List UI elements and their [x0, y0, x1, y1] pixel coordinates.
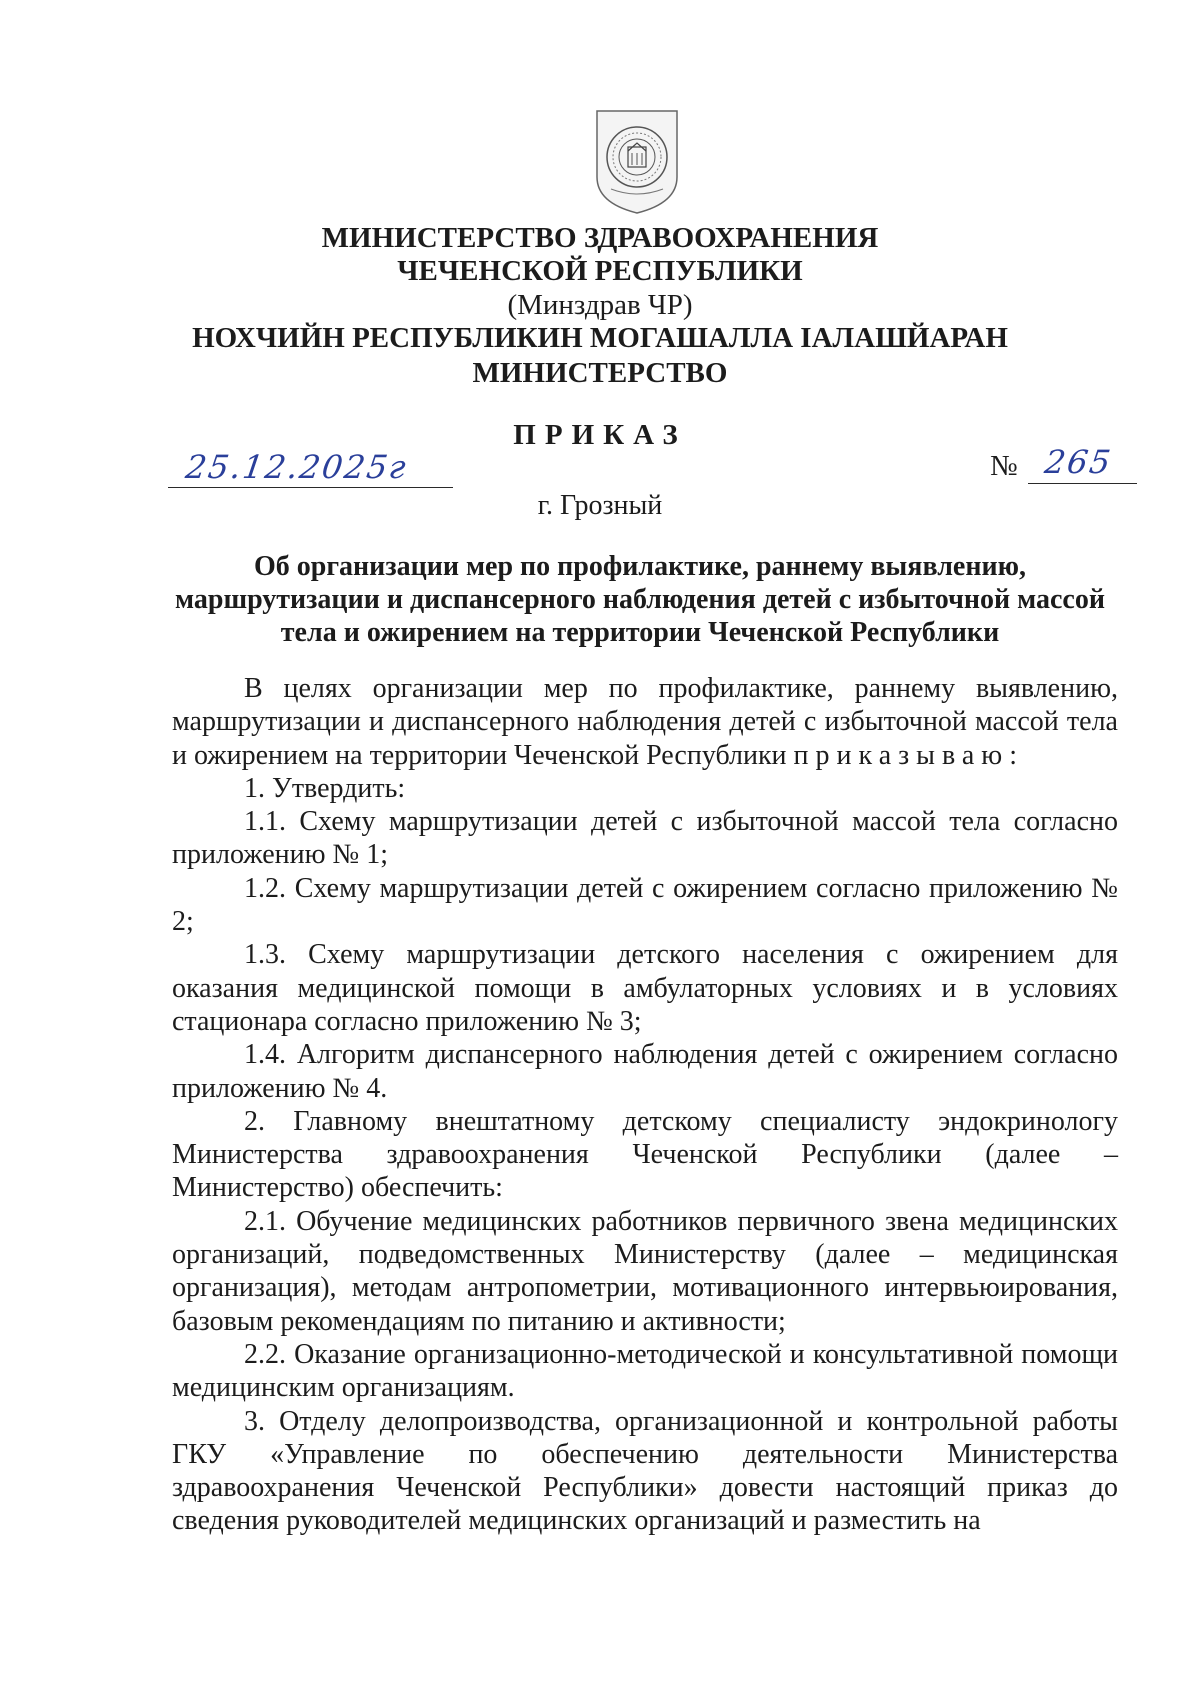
city-line: г. Грозный [537, 490, 663, 521]
preamble-order-word: приказываю: [793, 739, 1024, 771]
body-paragraph: 1.3. Схему маршрутизации детского населения с ожирением для оказания медицинской помощи в амбулаторных условиях и в условиях стационара согласно приложению № 3; [172, 939, 1118, 1037]
preamble-paragraph [172, 672, 1118, 772]
number-label: № [990, 450, 1018, 482]
body-paragraph: 2.1. Обучение медицинских работников первичного звена медицинских организаций, подведомственных Министерству (далее – медицинская организация), методам антропометрии, мотивационного интервьюирования, базовым рекомендациям по питанию и активности; [172, 1205, 1118, 1337]
ministry-name-ru-line1: МИНИСТЕРСТВО ЗДРАВООХРАНЕНИЯ [321, 222, 879, 254]
ministry-name-ce-line1: НОХЧИЙН РЕСПУБЛИКИН МОГАШАЛЛА ІАЛАШЙАРАН [192, 322, 1008, 354]
body-paragraph: 3. Отделу делопроизводства, организационной и контрольной работы ГКУ «Управление по обеспечению деятельности Министерства здравоохранения Чеченской Республики» довести настоящий приказ до сведения руководителей медицинских организаций и разместить на [172, 1405, 1118, 1537]
ministry-name-ru-line2: ЧЕЧЕНСКОЙ РЕСПУБЛИКИ [397, 255, 803, 287]
handwritten-order-number: 265 [1042, 443, 1115, 481]
coat-of-arms-emblem [591, 107, 683, 215]
ministry-abbreviation: (Минздрав ЧР) [507, 289, 693, 321]
number-underline [1028, 483, 1137, 484]
body-paragraph: 2.2. Оказание организационно-методической и консультативной помощи медицинским организациям. [172, 1338, 1118, 1404]
order-title: Об организации мер по профилактике, раннему выявлению, маршрутизации и диспансерного наблюдения детей с избыточной массой тела и ожирением на территории Чеченской Республики [175, 551, 1105, 648]
document-type-heading: ПРИКАЗ [513, 419, 687, 451]
order-body [172, 672, 1118, 1538]
ministry-name-ce-line2: МИНИСТЕРСТВО [472, 357, 728, 389]
body-paragraph: 1. Утвердить: [244, 772, 406, 804]
body-paragraph: 1.4. Алгоритм диспансерного наблюдения детей с ожирением согласно приложению № 4. [172, 1039, 1118, 1104]
body-paragraph: 2. Главному внештатному детскому специалисту эндокринологу Министерства здравоохранения Чеченской Республики (далее – Министерство) обеспечить: [172, 1105, 1118, 1204]
body-paragraph: 1.1. Схему маршрутизации детей с избыточной массой тела согласно приложению № 1; [172, 806, 1118, 871]
handwritten-date: 25.12.2025г [183, 448, 411, 486]
body-paragraph: 1.2. Схему маршрутизации детей с ожирением согласно приложению № 2; [172, 872, 1118, 938]
preamble-text: В целях организации мер по профилактике, раннему выявлению, маршрутизации и диспансерного наблюдения детей с избыточной массой тела и ожирением на территории Чеченской Республики [172, 673, 1118, 771]
